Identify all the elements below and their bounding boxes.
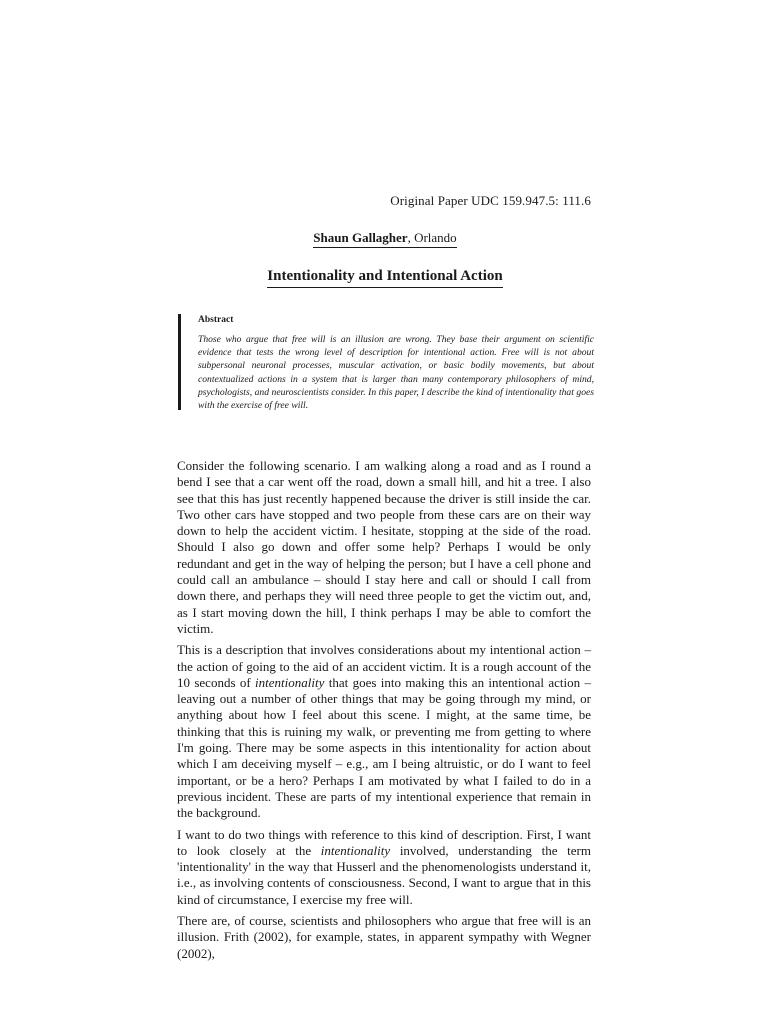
- paragraph-2-text-a: This is a description that involves considerations about my intentional action – the action of going to the aid of an accident victim. It is a rough account of the 10 seconds of: [177, 642, 591, 690]
- body-text: [177, 458, 591, 967]
- abstract-block: [178, 314, 606, 410]
- author-underline: [313, 230, 456, 248]
- author-line: [0, 230, 768, 248]
- author-affiliation: , Orlando: [407, 230, 457, 245]
- paragraph-2: [177, 642, 591, 821]
- author-name: Shaun Gallagher: [313, 230, 408, 245]
- paragraph-3-text-b: involved, understanding the term 'intentionality' in the way that Husserl and the phenomenologists understand it, i.e., as involving contents of consciousness. Second, I want to argue that in this kind of circumstance, I exercise my free will.: [177, 842, 592, 907]
- paper-title-line: [0, 268, 768, 288]
- abstract-text: Those who argue that free will is an illusion are wrong. They base their argument on scientific evidence that tests the wrong level of description for intentional action. Free will is not about subpersonal neuronal processes, muscular activation, or basic bodily movements, but about contextualized actions in a system that is larger than many contemporary philosophers of mind, psychologists, and neuroscientists consider. In this paper, I describe the kind of intentionality that goes with the exercise of free will.: [198, 334, 594, 412]
- paragraph-3-emphasis: intentionality: [320, 842, 391, 858]
- udc-classification: Original Paper UDC 159.947.5: 111.6: [390, 193, 591, 208]
- paragraph-3-text-a: I want to do two things with reference to this kind of description. First, I want to look closely at the: [177, 826, 591, 858]
- abstract-heading: Abstract: [198, 315, 234, 325]
- paper-title: Intentionality and Intentional Action: [267, 268, 502, 288]
- paragraph-2-emphasis: intentionality: [255, 674, 325, 690]
- paragraph-4: There are, of course, scientists and philosophers who argue that free will is an illusion. Frith (2002), for example, states, in apparent sympathy with Wegner (2002),: [177, 913, 591, 961]
- paragraph-2-text-b: that goes into making this an intentional action – leaving out a number of other things that may be going through my mind, or anything about how I feel about this scene. I might, at the same time, be thinking that this is ruining my walk, or preventing me from getting to where I'm going. There may be some aspects in this intentionality for action about which I am deceiving myself – e.g., am I being altruistic, or do I want to feel important, or be a hero? Perhaps I am motivated by what I failed to do in a previous incident. These are parts of my intentional experience that remain in the background.: [177, 674, 591, 821]
- paragraph-3: [177, 827, 591, 908]
- paragraph-1: Consider the following scenario. I am walking along a road and as I round a bend I see that a car went off the road, down a small hill, and hit a tree. I also see that this has just recently happened because the driver is still inside the car. Two other cars have stopped and two people from these cars are on their way down to help the accident victim. I hesitate, stopping at the side of the road. Should I also go down and offer some help? Perhaps I would be only redundant and get in the way of helping the person; but I have a cell phone and could call an ambulance – should I stay here and call or should I call from down there, and perhaps they will need three people to get the victim out, and, as I start moving down the hill, I think perhaps I may be able to comfort the victim.: [177, 458, 591, 636]
